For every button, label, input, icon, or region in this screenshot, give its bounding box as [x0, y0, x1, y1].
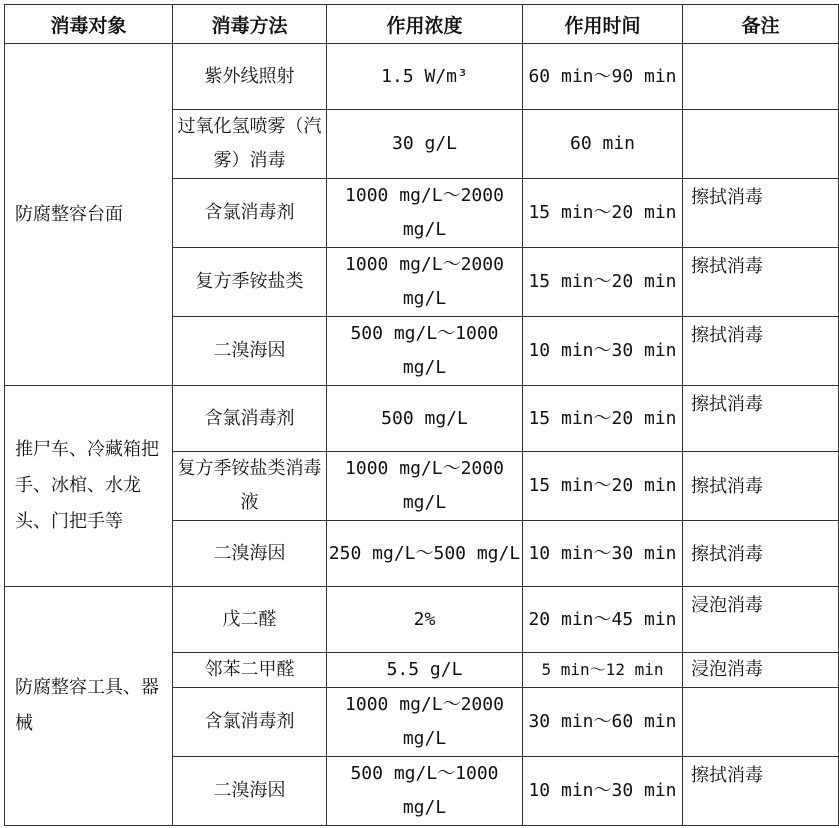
time-cell: 20 min～45 min	[523, 587, 683, 653]
concentration-cell: 500 mg/L～1000 mg/L	[327, 317, 523, 386]
time-cell: 10 min～30 min	[523, 757, 683, 826]
time-cell: 60 min	[523, 110, 683, 179]
header-time: 作用时间	[523, 5, 683, 44]
method-cell: 复方季铵盐类消毒液	[173, 452, 327, 521]
method-cell: 含氯消毒剂	[173, 179, 327, 248]
header-concentration: 作用浓度	[327, 5, 523, 44]
header-row	[5, 5, 839, 44]
concentration-cell: 1000 mg/L～2000 mg/L	[327, 452, 523, 521]
method-cell: 过氧化氢喷雾（汽雾）消毒	[173, 110, 327, 179]
note-cell: 浸泡消毒	[683, 587, 839, 653]
note-cell: 擦拭消毒	[683, 452, 839, 521]
time-cell: 15 min～20 min	[523, 248, 683, 317]
method-cell: 含氯消毒剂	[173, 386, 327, 452]
time-cell: 15 min～20 min	[523, 452, 683, 521]
method-cell: 二溴海因	[173, 317, 327, 386]
concentration-cell: 500 mg/L	[327, 386, 523, 452]
object-cell: 防腐整容工具、器械	[5, 587, 173, 826]
concentration-cell: 30 g/L	[327, 110, 523, 179]
table-row	[5, 386, 839, 452]
time-cell: 15 min～20 min	[523, 386, 683, 452]
time-cell: 10 min～30 min	[523, 317, 683, 386]
concentration-cell: 1000 mg/L～2000 mg/L	[327, 179, 523, 248]
time-cell: 10 min～30 min	[523, 521, 683, 587]
method-cell: 二溴海因	[173, 521, 327, 587]
method-cell: 戊二醛	[173, 587, 327, 653]
method-cell: 二溴海因	[173, 757, 327, 826]
table-row	[5, 587, 839, 653]
time-cell: 15 min～20 min	[523, 179, 683, 248]
note-cell: 擦拭消毒	[683, 521, 839, 587]
note-cell	[683, 688, 839, 757]
note-cell: 擦拭消毒	[683, 179, 839, 248]
note-cell	[683, 110, 839, 179]
object-cell: 推尸车、冷藏箱把手、冰棺、水龙头、门把手等	[5, 386, 173, 587]
concentration-cell: 250 mg/L～500 mg/L	[327, 521, 523, 587]
method-cell: 邻苯二甲醛	[173, 653, 327, 688]
concentration-cell: 1000 mg/L～2000 mg/L	[327, 248, 523, 317]
concentration-cell: 2%	[327, 587, 523, 653]
concentration-cell: 1000 mg/L～2000 mg/L	[327, 688, 523, 757]
note-cell: 擦拭消毒	[683, 317, 839, 386]
note-cell: 擦拭消毒	[683, 386, 839, 452]
header-note: 备注	[683, 5, 839, 44]
time-cell: 60 min～90 min	[523, 44, 683, 110]
table-row	[5, 44, 839, 110]
time-cell: 30 min～60 min	[523, 688, 683, 757]
time-cell: 5 min～12 min	[523, 653, 683, 688]
header-method: 消毒方法	[173, 5, 327, 44]
concentration-cell: 1.5 W/m³	[327, 44, 523, 110]
disinfection-table	[4, 4, 839, 826]
header-object: 消毒对象	[5, 5, 173, 44]
concentration-cell: 5.5 g/L	[327, 653, 523, 688]
note-cell: 浸泡消毒	[683, 653, 839, 688]
method-cell: 复方季铵盐类	[173, 248, 327, 317]
note-cell: 擦拭消毒	[683, 757, 839, 826]
object-cell: 防腐整容台面	[5, 44, 173, 386]
method-cell: 紫外线照射	[173, 44, 327, 110]
method-cell: 含氯消毒剂	[173, 688, 327, 757]
note-cell: 擦拭消毒	[683, 248, 839, 317]
concentration-cell: 500 mg/L～1000 mg/L	[327, 757, 523, 826]
note-cell	[683, 44, 839, 110]
